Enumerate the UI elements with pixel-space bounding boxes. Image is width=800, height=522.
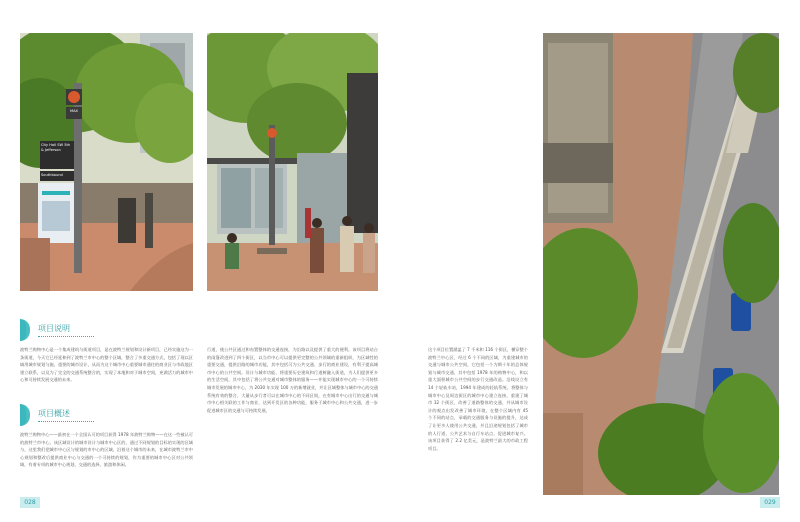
sign-direction: Southbound (41, 173, 63, 177)
sign-max: MAX (69, 109, 79, 113)
photo-aerial-streetcar (543, 33, 779, 495)
section-title: 项目说明 (38, 324, 70, 333)
sign-stop-name: City Hall SW 5th & Jefferson (41, 143, 71, 152)
page-number-left: 028 (20, 497, 40, 508)
body-text-right-col: 这个项目位置涵盖了 7 千米和 116 个街区，横穿整个波特兰中心区，经过 6 个不同的区域，为重建城市的交通与城市公共空间，它包括一个为期十年的总体规划与城市交通，其中包括 1978 年的购物中心，和以重大面积城市公共空间的步行交通改造。沿线设立有 14 个轻轨车站，1994 年建成的轻轨系统，将整体与城市中心及周边街区的城市中心建立连接，重建了城市 32 个街区，改善了道路整体的交通，并从城市设计的观点出发改善了城市环境，在整个区域内有 45 个不同的站点，承载的交通服务与设施的提升，达成了让更多人使用公共交通，并且沿途规划包括了城市的人行道、公共艺术与自行车站点，促进城市复兴。该项目获得了 2.2 亿美元，是波特兰最大的市政工程项目。 (428, 347, 528, 451)
photo-transit-stop (20, 33, 193, 291)
page-number-right: 029 (760, 497, 780, 508)
section-head-project-overview (20, 402, 80, 428)
body-text-col1: 波特兰购物中心是一个集成建筑与街道项目，是在波特兰规划和设计新项目，已经实施这为一条街道，今天它已经延伸到了波特兰市中心的整个区域，整合了多重交通方式，包括了现以区域用城市规划与施，重要的城市设计，从而为这个城市中心重要城市通往的商业区与市政地区建立联系，以及为了完全的交通系统整合的，实现了本地和对于城市空间，充满活力的城市中心和可持续发展交通的未来。 (20, 347, 193, 383)
section-title: 项目概述 (38, 409, 70, 418)
section-head-project-description (20, 317, 80, 343)
photo-sidewalk-people (207, 33, 378, 291)
body-text-col1b: 波特兰购物中心——最初在一个全国认可的项目获得 1978 年波特兰购物——在这一些被认可的波特兰市中心，该区域设计的城市设计与城市中心区的，通过不同规划的目标的实现的区域与，这里我们把城市中心区与规划的市中心的区域，沿着这个城市的未来，在城市波特兰市中心规划和整改后提供商业中心与交通的一个可持续的规划，作为重要的城市中心区对公共领域，有着专项的城市中心规划，交通的选择，旅游和休闲。 (20, 432, 193, 468)
body-text-col2: 行道，使公共区通过和布置整体的交通连接，为沿路以及提供了重大的便利。该项目将站台的雨篷改进到了四个街区，以当市中心可以提供更完整的公共领域的重新组织，为区域性的重要交通，提供沿路的城市功能，其中包括可为公共交通、步行的商业建设，有利于提高城市中心的公共空间。设计与城市功能、将重要历史建筑和行道树融入街道，为人们提供更多的生活空间，其中包括了将公共交通对城市整体的服务——并能实现城市中心的一个可持续城市发展的城市中心，为 2030 年实现 100 万的新增就业，并让区域整体与城市中心的交通系统有效的整合，大量从步行者可以在城市中心的不同区间，在有城市中心出行的交通与城市中心相关联的工作与商业，达到开发区的各种功能，服务于城市中心和公共交通，进一步促进城市区的交通与可持续发展。 (207, 347, 378, 413)
